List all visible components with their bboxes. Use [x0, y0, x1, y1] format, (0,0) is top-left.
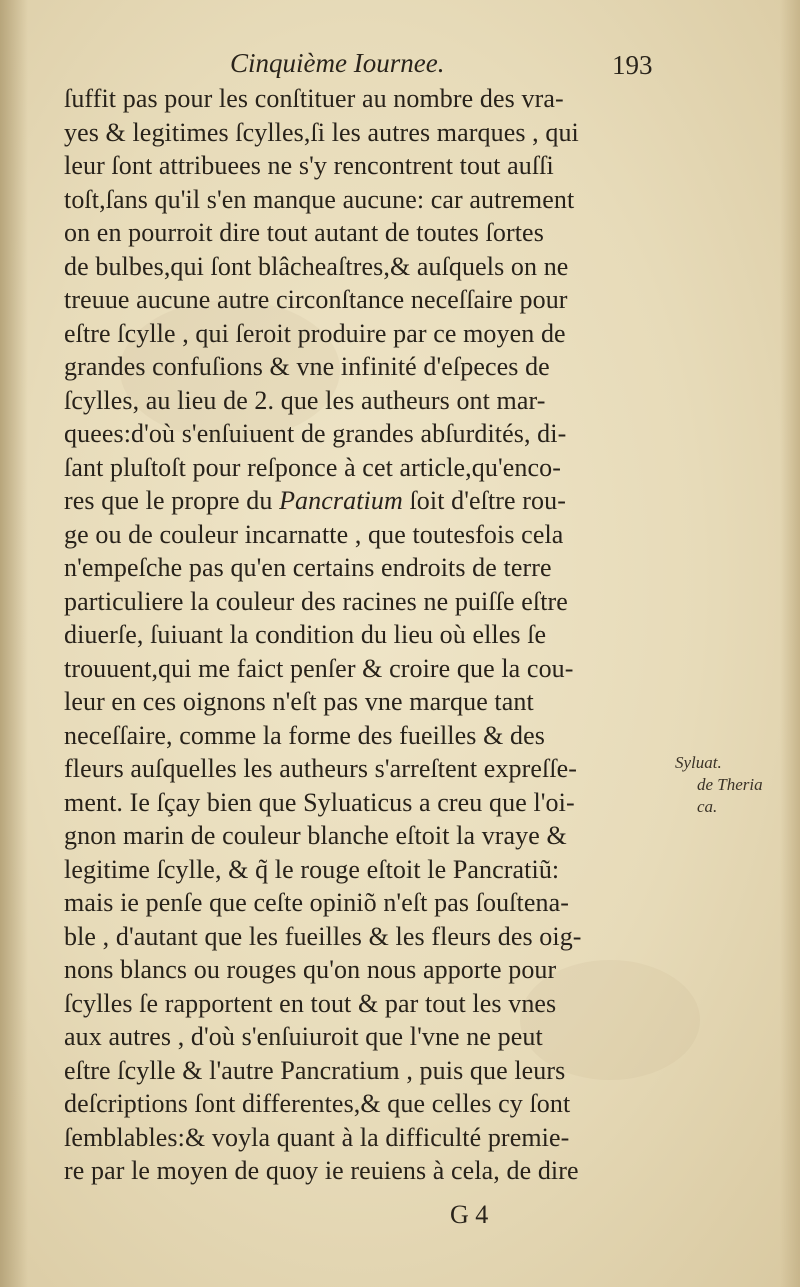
text-line: re par le moyen de quoy ie reuiens à cela, de dire — [64, 1156, 579, 1185]
text-line: yes & legitimes ſcylles,ſi les autres marques , qui — [64, 117, 579, 147]
margin-note-line: ca. — [697, 797, 718, 816]
page-edge-shadow — [780, 0, 800, 1287]
text-line: leur en ces oignons n'eſt pas vne marque tant — [64, 687, 534, 716]
text-line: neceſſaire, comme la forme des fueilles & des — [64, 720, 545, 750]
text-line: n'empeſche pas qu'en certains endroits de terre — [64, 553, 552, 582]
text-line: grandes confuſions & vne infinité d'eſpeces de — [64, 352, 550, 381]
body-text — [64, 82, 654, 1188]
text-line: gnon marin de couleur blanche eſtoit la vraye & — [64, 821, 567, 850]
text-line: eſtre ſcylle , qui ſeroit produire par ce moyen de — [64, 318, 566, 348]
text-line: nons blancs ou rouges qu'on nous apporte pour — [64, 955, 557, 984]
text-line: ge ou de couleur incarnatte , que toutesfois cela — [64, 519, 564, 549]
text-line: legitime ſcylle, & q̃ le rouge eſtoit le Pancratiũ: — [64, 854, 560, 884]
text-line: quees:d'où s'enſuiuent de grandes abſurdités, di- — [64, 419, 567, 448]
margin-note — [675, 752, 785, 818]
text-line: trouuent,qui me faict penſer & croire que la cou- — [64, 653, 574, 683]
text-line: treuue aucune autre circonſtance neceſſaire pour — [64, 285, 568, 314]
text-line: on en pourroit dire tout autant de toutes ſortes — [64, 218, 544, 247]
margin-note-line: de Theria — [697, 775, 763, 794]
text-line: toſt,ſans qu'il s'en manque aucune: car autrement — [64, 184, 575, 214]
text-line: ſuffit pas pour les conſtituer au nombre des vra- — [64, 84, 564, 113]
text-line: fleurs auſquelles les autheurs s'arreſtent expreſſe- — [64, 754, 578, 783]
page-number: 193 — [612, 50, 653, 80]
text-line: deſcriptions ſont differentes,& que celles cy ſont — [64, 1089, 571, 1118]
text-line: leur ſont attribuees ne s'y rencontrent tout auſſi — [64, 151, 554, 180]
text-line: mais ie penſe que ceſte opiniõ n'eſt pas ſouſtena- — [64, 888, 569, 917]
signature-mark: G 4 — [450, 1200, 489, 1229]
text-line: ble , d'autant que les fueilles & les fleurs des oig- — [64, 921, 582, 951]
running-head: Cinquième Iournee. — [230, 48, 445, 78]
text-line: particuliere la couleur des racines ne puiſſe eſtre — [64, 586, 568, 616]
text-line: de bulbes,qui ſont blâcheaſtres,& auſquels on ne — [64, 251, 569, 281]
text-line: eſtre ſcylle & l'autre Pancratium , puis que leurs — [64, 1055, 566, 1085]
text-line: ſcylles ſe rapportent en tout & par tout les vnes — [64, 988, 557, 1018]
text-line: ſant pluſtoſt pour reſponce à cet article,qu'enco- — [64, 452, 561, 482]
page-gutter-shadow — [0, 0, 28, 1287]
text-line: ment. Ie ſçay bien que Syluaticus a creu que l'oi- — [64, 787, 575, 817]
text-line: diuerſe, ſuiuant la condition du lieu où elles ſe — [64, 620, 547, 649]
margin-note-line: Syluat. — [675, 753, 722, 772]
text-line: aux autres , d'où s'enſuiuroit que l'vne ne peut — [64, 1022, 543, 1051]
text-line: ſcylles, au lieu de 2. que les autheurs ont mar- — [64, 385, 546, 415]
text-line: ſemblables:& voyla quant à la difficulté premie- — [64, 1122, 570, 1152]
text-line: res que le propre du Pancratium ſoit d'eſtre rou- — [64, 486, 567, 515]
